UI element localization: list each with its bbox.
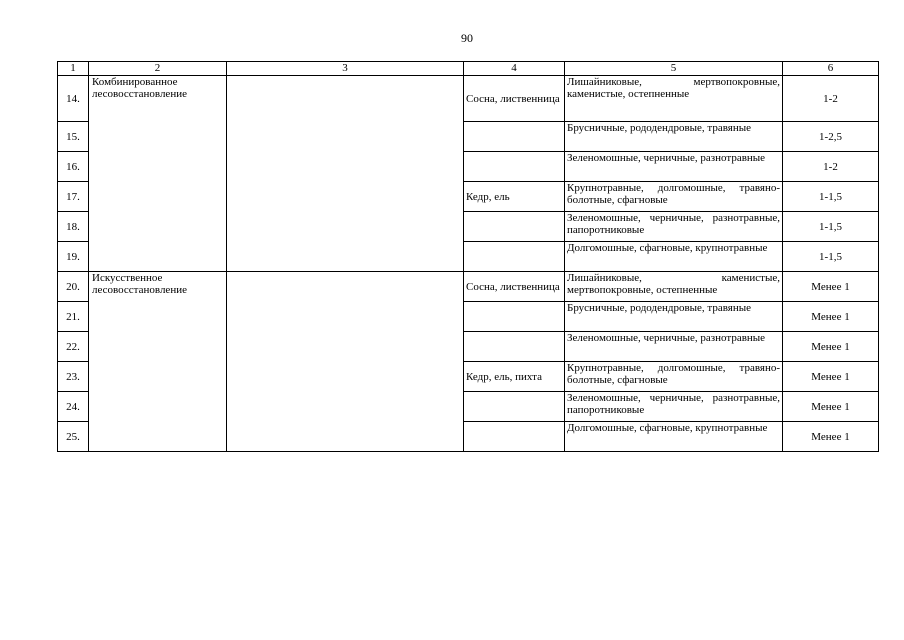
tree-species-cell: Сосна, лиственница	[464, 272, 565, 302]
tree-species-cell	[464, 242, 565, 272]
row-number: 14.	[58, 76, 89, 122]
page-number: 90	[461, 31, 473, 45]
tree-species-cell	[464, 212, 565, 242]
empty-column-cell	[227, 272, 464, 452]
tree-species-cell	[464, 302, 565, 332]
row-number: 17.	[58, 182, 89, 212]
value-cell: Менее 1	[783, 362, 879, 392]
row-number: 18.	[58, 212, 89, 242]
value-cell: Менее 1	[783, 302, 879, 332]
forest-type-cell: Зеленомошные, черничные, разнотравные, папоротниковые	[565, 392, 783, 422]
tree-species-cell: Сосна, лиственница	[464, 76, 565, 122]
column-header: 3	[227, 62, 464, 76]
forest-type-cell: Брусничные, рододендровые, травяные	[565, 302, 783, 332]
row-number: 15.	[58, 122, 89, 152]
row-number: 19.	[58, 242, 89, 272]
restoration-method-cell: Комбинированное лесовосстановление	[89, 76, 227, 272]
column-header: 2	[89, 62, 227, 76]
forest-type-cell: Зеленомошные, черничные, разнотравные, папоротниковые	[565, 212, 783, 242]
value-cell: 1-2	[783, 76, 879, 122]
forest-type-cell: Крупнотравные, долгомошные, травяно-болотные, сфагновые	[565, 182, 783, 212]
tree-species-cell: Кедр, ель, пихта	[464, 362, 565, 392]
value-cell: Менее 1	[783, 272, 879, 302]
tree-species-cell	[464, 422, 565, 452]
value-cell: 1-2,5	[783, 122, 879, 152]
value-cell: Менее 1	[783, 332, 879, 362]
forest-restoration-table	[57, 61, 879, 452]
row-number: 16.	[58, 152, 89, 182]
forest-type-cell: Крупнотравные, долгомошные, травяно-болотные, сфагновые	[565, 362, 783, 392]
value-cell: 1-2	[783, 152, 879, 182]
value-cell: 1-1,5	[783, 212, 879, 242]
tree-species-cell	[464, 152, 565, 182]
forest-type-cell: Долгомошные, сфагновые, крупнотравные	[565, 422, 783, 452]
row-number: 22.	[58, 332, 89, 362]
forest-type-cell: Лишайниковые, каменистые, мертвопокровные, остепненные	[565, 272, 783, 302]
table-header-row	[58, 62, 879, 76]
table-row	[58, 272, 879, 302]
forest-type-cell: Зеленомошные, черничные, разнотравные	[565, 152, 783, 182]
forest-type-cell: Лишайниковые, мертвопокровные, каменистые, остепненные	[565, 76, 783, 122]
column-header: 5	[565, 62, 783, 76]
restoration-method-cell: Искусственное лесовосстановление	[89, 272, 227, 452]
row-number: 24.	[58, 392, 89, 422]
column-header: 6	[783, 62, 879, 76]
value-cell: 1-1,5	[783, 182, 879, 212]
row-number: 23.	[58, 362, 89, 392]
value-cell: Менее 1	[783, 392, 879, 422]
tree-species-cell	[464, 392, 565, 422]
table-row	[58, 76, 879, 122]
forest-type-cell: Зеленомошные, черничные, разнотравные	[565, 332, 783, 362]
tree-species-cell	[464, 122, 565, 152]
column-header: 4	[464, 62, 565, 76]
tree-species-cell	[464, 332, 565, 362]
value-cell: 1-1,5	[783, 242, 879, 272]
row-number: 20.	[58, 272, 89, 302]
forest-type-cell: Долгомошные, сфагновые, крупнотравные	[565, 242, 783, 272]
row-number: 25.	[58, 422, 89, 452]
column-header: 1	[58, 62, 89, 76]
row-number: 21.	[58, 302, 89, 332]
value-cell: Менее 1	[783, 422, 879, 452]
empty-column-cell	[227, 76, 464, 272]
tree-species-cell: Кедр, ель	[464, 182, 565, 212]
forest-type-cell: Брусничные, рододендровые, травяные	[565, 122, 783, 152]
